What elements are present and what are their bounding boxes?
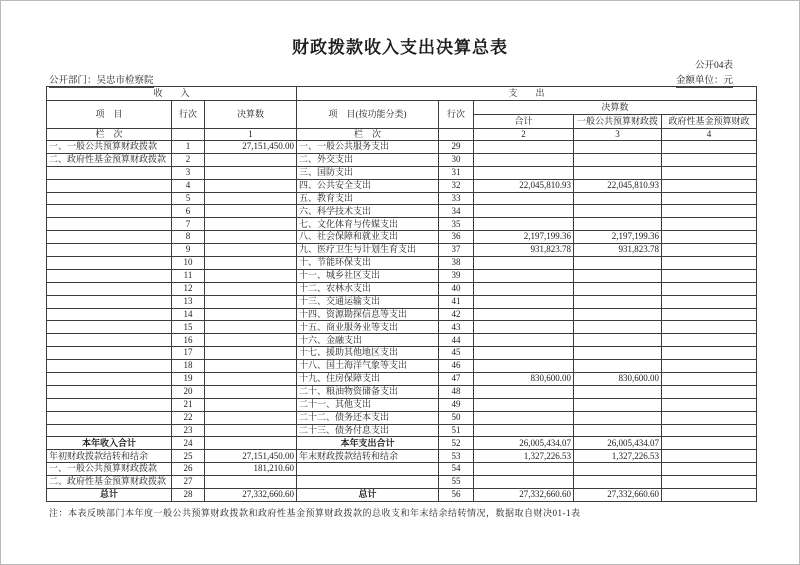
expense-line-no-cell: 43 (439, 321, 474, 334)
expense-fund-budget-cell (662, 489, 757, 502)
expense-line-no-cell: 37 (439, 244, 474, 257)
expense-line-no-cell: 39 (439, 269, 474, 282)
expense-item-cell: 十一、城乡社区支出 (297, 269, 439, 282)
income-item-cell (47, 244, 172, 257)
expense-item-cell: 十四、资源勘探信息等支出 (297, 308, 439, 321)
expense-fund-budget-cell (662, 231, 757, 244)
expense-item-cell: 八、社会保障和就业支出 (297, 231, 439, 244)
income-amount-cell (205, 231, 297, 244)
expense-line-no-cell: 55 (439, 476, 474, 489)
income-amount-cell (205, 179, 297, 192)
income-line-no-cell: 14 (172, 308, 205, 321)
income-item-cell (47, 269, 172, 282)
sheet-code-label: 公开04表 (694, 61, 733, 71)
income-amount-cell (205, 153, 297, 166)
expense-general-budget-cell: 830,600.00 (574, 373, 662, 386)
expense-section-header: 支 出 (297, 87, 757, 101)
expense-line-no-cell: 41 (439, 295, 474, 308)
expense-total-cell (474, 360, 574, 373)
income-line-no-cell: 2 (172, 153, 205, 166)
expense-fund-budget-cell (662, 192, 757, 205)
expense-total-cell (474, 205, 574, 218)
expense-total-cell (474, 476, 574, 489)
expense-total-cell (474, 411, 574, 424)
table-row (47, 166, 757, 179)
expense-line-no-cell: 50 (439, 411, 474, 424)
income-amount-cell (205, 398, 297, 411)
income-item-cell (47, 166, 172, 179)
table-row (47, 179, 757, 192)
expense-fund-budget-cell (662, 244, 757, 257)
expense-column-index-label: 栏 次 (297, 129, 439, 141)
income-amount-cell (205, 347, 297, 360)
income-item-cell (47, 334, 172, 347)
income-line-no-cell: 20 (172, 385, 205, 398)
table-row (47, 347, 757, 360)
income-amount-cell (205, 218, 297, 231)
expense-item-cell: 四、公共安全支出 (297, 179, 439, 192)
column-index-1: 1 (205, 129, 297, 141)
table-row (47, 308, 757, 321)
income-item-cell: 二、政府性基金预算财政拨款 (47, 153, 172, 166)
income-item-cell: 总计 (47, 489, 172, 502)
expense-item-cell: 五、教育支出 (297, 192, 439, 205)
expense-line-no-cell: 52 (439, 437, 474, 450)
expense-general-budget-cell (574, 463, 662, 476)
expense-general-budget-cell (574, 141, 662, 154)
expense-general-budget-cell (574, 347, 662, 360)
income-amount-cell (205, 476, 297, 489)
income-line-no-cell: 22 (172, 411, 205, 424)
expense-fund-budget-cell (662, 153, 757, 166)
income-line-no-cell: 28 (172, 489, 205, 502)
expense-line-no-cell: 30 (439, 153, 474, 166)
expense-total-cell (474, 308, 574, 321)
expense-general-budget-cell (574, 192, 662, 205)
expense-fund-budget-cell (662, 424, 757, 437)
expense-line-no-cell: 51 (439, 424, 474, 437)
expense-general-budget-cell: 931,823.78 (574, 244, 662, 257)
table-row (47, 463, 757, 476)
expense-line-no-cell: 32 (439, 179, 474, 192)
expense-general-budget-cell (574, 385, 662, 398)
income-line-no-cell: 11 (172, 269, 205, 282)
expense-total-cell (474, 141, 574, 154)
expense-general-budget-cell: 2,197,199.36 (574, 231, 662, 244)
table-row (47, 257, 757, 270)
expense-line-no-cell: 46 (439, 360, 474, 373)
page-title: 财政拨款收入支出决算总表 (292, 38, 508, 57)
income-amount-cell (205, 385, 297, 398)
income-item-cell (47, 360, 172, 373)
expense-line-no-cell: 35 (439, 218, 474, 231)
unit-label: 金额单位：元 (676, 72, 733, 88)
expense-fund-budget-cell (662, 205, 757, 218)
expense-total-cell (474, 295, 574, 308)
table-row (47, 334, 757, 347)
expense-total-cell (474, 269, 574, 282)
expense-total-cell: 830,600.00 (474, 373, 574, 386)
expense-general-budget-cell (574, 269, 662, 282)
expense-total-cell (474, 257, 574, 270)
expense-general-budget-cell (574, 166, 662, 179)
expense-line-no-cell: 47 (439, 373, 474, 386)
expense-general-budget-cell (574, 282, 662, 295)
income-amount-cell (205, 424, 297, 437)
expense-general-budget-cell: 22,045,810.93 (574, 179, 662, 192)
expense-item-cell: 十二、农林水支出 (297, 282, 439, 295)
income-line-no-cell: 10 (172, 257, 205, 270)
expense-line-no-cell: 42 (439, 308, 474, 321)
expense-fund-budget-cell (662, 321, 757, 334)
expense-fund-budget-cell (662, 373, 757, 386)
expense-item-cell: 十三、交通运输支出 (297, 295, 439, 308)
expense-line-no-cell: 36 (439, 231, 474, 244)
expense-item-cell: 九、医疗卫生与计划生育支出 (297, 244, 439, 257)
expense-general-budget-cell (574, 476, 662, 489)
footnote: 注：本表反映部门本年度一般公共预算财政拨款和政府性基金预算财政拨款的总收支和年末结余结转情况，数据取自财决01-1表 (49, 508, 581, 518)
expense-item-cell: 七、文化体育与传媒支出 (297, 218, 439, 231)
income-amount-cell (205, 282, 297, 295)
empty-cell (439, 129, 474, 141)
income-line-no-cell: 1 (172, 141, 205, 154)
expense-general-budget-cell (574, 218, 662, 231)
expense-fund-budget-cell (662, 385, 757, 398)
expense-fund-budget-cell (662, 269, 757, 282)
income-amount-cell: 181,210.60 (205, 463, 297, 476)
table-row (47, 218, 757, 231)
expense-total-cell (474, 321, 574, 334)
expense-general-budget-cell (574, 153, 662, 166)
income-line-no-cell: 16 (172, 334, 205, 347)
expense-fund-budget-cell (662, 450, 757, 463)
expense-general-budget-header: 一般公共预算财政拨 (574, 115, 662, 129)
income-amount-cell (205, 295, 297, 308)
expense-general-budget-cell (574, 398, 662, 411)
expense-item-cell: 二十三、债务付息支出 (297, 424, 439, 437)
expense-total-cell (474, 334, 574, 347)
expense-fund-budget-cell (662, 179, 757, 192)
income-line-no-header: 行次 (172, 101, 205, 129)
expense-general-budget-cell (574, 321, 662, 334)
income-line-no-cell: 21 (172, 398, 205, 411)
expense-item-cell: 年末财政拨款结转和结余 (297, 450, 439, 463)
expense-item-cell: 十七、援助其他地区支出 (297, 347, 439, 360)
table-row (47, 153, 757, 166)
income-item-cell: 年初财政拨款结转和结余 (47, 450, 172, 463)
expense-total-cell (474, 166, 574, 179)
expense-total-cell (474, 424, 574, 437)
table-row (47, 398, 757, 411)
table-body (47, 141, 757, 502)
income-amount-cell: 27,151,450.00 (205, 141, 297, 154)
income-line-no-cell: 17 (172, 347, 205, 360)
income-amount-cell: 27,332,660.60 (205, 489, 297, 502)
income-item-cell (47, 321, 172, 334)
table-row (47, 489, 757, 502)
income-item-cell (47, 385, 172, 398)
expense-total-cell (474, 347, 574, 360)
income-line-no-cell: 15 (172, 321, 205, 334)
income-line-no-cell: 4 (172, 179, 205, 192)
expense-total-cell (474, 153, 574, 166)
income-line-no-cell: 26 (172, 463, 205, 476)
expense-total-cell (474, 282, 574, 295)
income-line-no-cell: 19 (172, 373, 205, 386)
income-item-cell (47, 192, 172, 205)
expense-general-budget-cell: 1,327,226.53 (574, 450, 662, 463)
expense-fund-budget-cell (662, 334, 757, 347)
expense-fund-budget-cell (662, 166, 757, 179)
income-line-no-cell: 7 (172, 218, 205, 231)
expense-line-no-cell: 49 (439, 398, 474, 411)
expense-line-no-cell: 53 (439, 450, 474, 463)
expense-fund-budget-cell (662, 463, 757, 476)
expense-total-cell: 1,327,226.53 (474, 450, 574, 463)
expense-line-no-cell: 38 (439, 257, 474, 270)
table-row (47, 437, 757, 450)
column-index-3: 3 (574, 129, 662, 141)
expense-total-cell (474, 398, 574, 411)
expense-item-cell: 二、外交支出 (297, 153, 439, 166)
expense-line-no-cell: 56 (439, 489, 474, 502)
income-item-cell (47, 347, 172, 360)
expense-item-cell: 十五、商业服务业等支出 (297, 321, 439, 334)
expense-fund-budget-header: 政府性基金预算财政 (662, 115, 757, 129)
income-line-no-cell: 18 (172, 360, 205, 373)
income-amount-cell (205, 205, 297, 218)
expense-item-cell: 二十一、其他支出 (297, 398, 439, 411)
income-amount-cell (205, 244, 297, 257)
expense-fund-budget-cell (662, 411, 757, 424)
expense-general-budget-cell (574, 257, 662, 270)
expense-item-cell: 本年支出合计 (297, 437, 439, 450)
table-row (47, 269, 757, 282)
income-amount-cell (205, 437, 297, 450)
column-index-2: 2 (474, 129, 574, 141)
income-line-no-cell: 3 (172, 166, 205, 179)
expense-item-cell: 三、国防支出 (297, 166, 439, 179)
expense-line-no-cell: 31 (439, 166, 474, 179)
expense-fund-budget-cell (662, 398, 757, 411)
table-row (47, 231, 757, 244)
income-item-cell: 一、一般公共预算财政拨款 (47, 141, 172, 154)
income-line-no-cell: 24 (172, 437, 205, 450)
expense-line-no-cell: 44 (439, 334, 474, 347)
expense-total-cell (474, 385, 574, 398)
income-line-no-cell: 8 (172, 231, 205, 244)
table-row (47, 450, 757, 463)
income-amount-header: 决算数 (205, 101, 297, 129)
expense-item-cell: 十六、金融支出 (297, 334, 439, 347)
expense-total-header: 合计 (474, 115, 574, 129)
income-item-cell (47, 398, 172, 411)
department-label: 公开部门：吴忠市检察院 (49, 72, 154, 88)
income-section-header: 收 入 (47, 87, 297, 101)
expense-fund-budget-cell (662, 476, 757, 489)
final-accounts-table (46, 86, 757, 502)
income-line-no-cell: 12 (172, 282, 205, 295)
income-line-no-cell: 13 (172, 295, 205, 308)
expense-general-budget-cell: 27,332,660.60 (574, 489, 662, 502)
expense-line-no-header: 行次 (439, 101, 474, 129)
expense-line-no-cell: 34 (439, 205, 474, 218)
expense-fund-budget-cell (662, 437, 757, 450)
expense-fund-budget-cell (662, 308, 757, 321)
income-amount-cell (205, 321, 297, 334)
expense-fund-budget-cell (662, 141, 757, 154)
table-row (47, 321, 757, 334)
income-item-cell (47, 257, 172, 270)
table-row (47, 205, 757, 218)
expense-fund-budget-cell (662, 295, 757, 308)
expense-total-cell: 2,197,199.36 (474, 231, 574, 244)
expense-general-budget-cell: 26,005,434.07 (574, 437, 662, 450)
column-index-row (47, 129, 757, 141)
expense-total-cell: 22,045,810.93 (474, 179, 574, 192)
table-row (47, 373, 757, 386)
column-index-4: 4 (662, 129, 757, 141)
income-amount-cell (205, 373, 297, 386)
table-row (47, 282, 757, 295)
income-line-no-cell: 23 (172, 424, 205, 437)
table-row (47, 360, 757, 373)
expense-item-cell: 总计 (297, 489, 439, 502)
expense-general-budget-cell (574, 411, 662, 424)
income-line-no-cell: 9 (172, 244, 205, 257)
expense-general-budget-cell (574, 360, 662, 373)
table-row (47, 141, 757, 154)
expense-total-cell (474, 218, 574, 231)
section-header-row (47, 87, 757, 101)
table-row (47, 411, 757, 424)
income-column-index-label: 栏 次 (47, 129, 172, 141)
income-item-header: 项 目 (47, 101, 172, 129)
income-item-cell: 一、一般公共预算财政拨款 (47, 463, 172, 476)
income-line-no-cell: 27 (172, 476, 205, 489)
income-item-cell (47, 373, 172, 386)
income-line-no-cell: 5 (172, 192, 205, 205)
expense-item-cell: 一、一般公共服务支出 (297, 141, 439, 154)
income-item-cell (47, 179, 172, 192)
expense-item-cell (297, 476, 439, 489)
income-item-cell (47, 282, 172, 295)
expense-total-cell: 931,823.78 (474, 244, 574, 257)
income-line-no-cell: 6 (172, 205, 205, 218)
income-item-cell (47, 218, 172, 231)
table-row (47, 295, 757, 308)
expense-item-cell: 二十二、债务还本支出 (297, 411, 439, 424)
expense-item-cell: 二十、粮油物资储备支出 (297, 385, 439, 398)
expense-fund-budget-cell (662, 257, 757, 270)
expense-item-cell: 十九、住房保障支出 (297, 373, 439, 386)
table-row (47, 424, 757, 437)
income-item-cell (47, 295, 172, 308)
income-amount-cell (205, 192, 297, 205)
empty-cell (172, 129, 205, 141)
table-row (47, 192, 757, 205)
column-header-row-1 (47, 101, 757, 115)
expense-item-header: 项 目(按功能分类) (297, 101, 439, 129)
expense-total-cell (474, 192, 574, 205)
income-amount-cell (205, 411, 297, 424)
expense-total-cell (474, 463, 574, 476)
income-amount-cell (205, 257, 297, 270)
income-amount-cell (205, 360, 297, 373)
expense-amount-header: 决算数 (474, 101, 757, 115)
income-amount-cell (205, 334, 297, 347)
income-item-cell (47, 205, 172, 218)
expense-general-budget-cell (574, 424, 662, 437)
income-line-no-cell: 25 (172, 450, 205, 463)
expense-line-no-cell: 48 (439, 385, 474, 398)
expense-general-budget-cell (574, 334, 662, 347)
income-amount-cell (205, 269, 297, 282)
income-amount-cell: 27,151,450.00 (205, 450, 297, 463)
income-item-cell: 本年收入合计 (47, 437, 172, 450)
table-row (47, 385, 757, 398)
income-item-cell (47, 424, 172, 437)
expense-line-no-cell: 29 (439, 141, 474, 154)
expense-fund-budget-cell (662, 360, 757, 373)
table-row (47, 476, 757, 489)
expense-general-budget-cell (574, 295, 662, 308)
expense-item-cell (297, 463, 439, 476)
expense-fund-budget-cell (662, 218, 757, 231)
expense-line-no-cell: 54 (439, 463, 474, 476)
expense-item-cell: 六、科学技术支出 (297, 205, 439, 218)
expense-total-cell: 27,332,660.60 (474, 489, 574, 502)
income-item-cell (47, 308, 172, 321)
expense-line-no-cell: 40 (439, 282, 474, 295)
expense-line-no-cell: 33 (439, 192, 474, 205)
expense-fund-budget-cell (662, 282, 757, 295)
income-item-cell: 二、政府性基金预算财政拨款 (47, 476, 172, 489)
expense-general-budget-cell (574, 205, 662, 218)
expense-item-cell: 十八、国土海洋气象等支出 (297, 360, 439, 373)
expense-item-cell: 十、节能环保支出 (297, 257, 439, 270)
income-item-cell (47, 411, 172, 424)
expense-fund-budget-cell (662, 347, 757, 360)
income-item-cell (47, 231, 172, 244)
income-amount-cell (205, 166, 297, 179)
table-row (47, 244, 757, 257)
expense-general-budget-cell (574, 308, 662, 321)
expense-line-no-cell: 45 (439, 347, 474, 360)
income-amount-cell (205, 308, 297, 321)
expense-total-cell: 26,005,434.07 (474, 437, 574, 450)
